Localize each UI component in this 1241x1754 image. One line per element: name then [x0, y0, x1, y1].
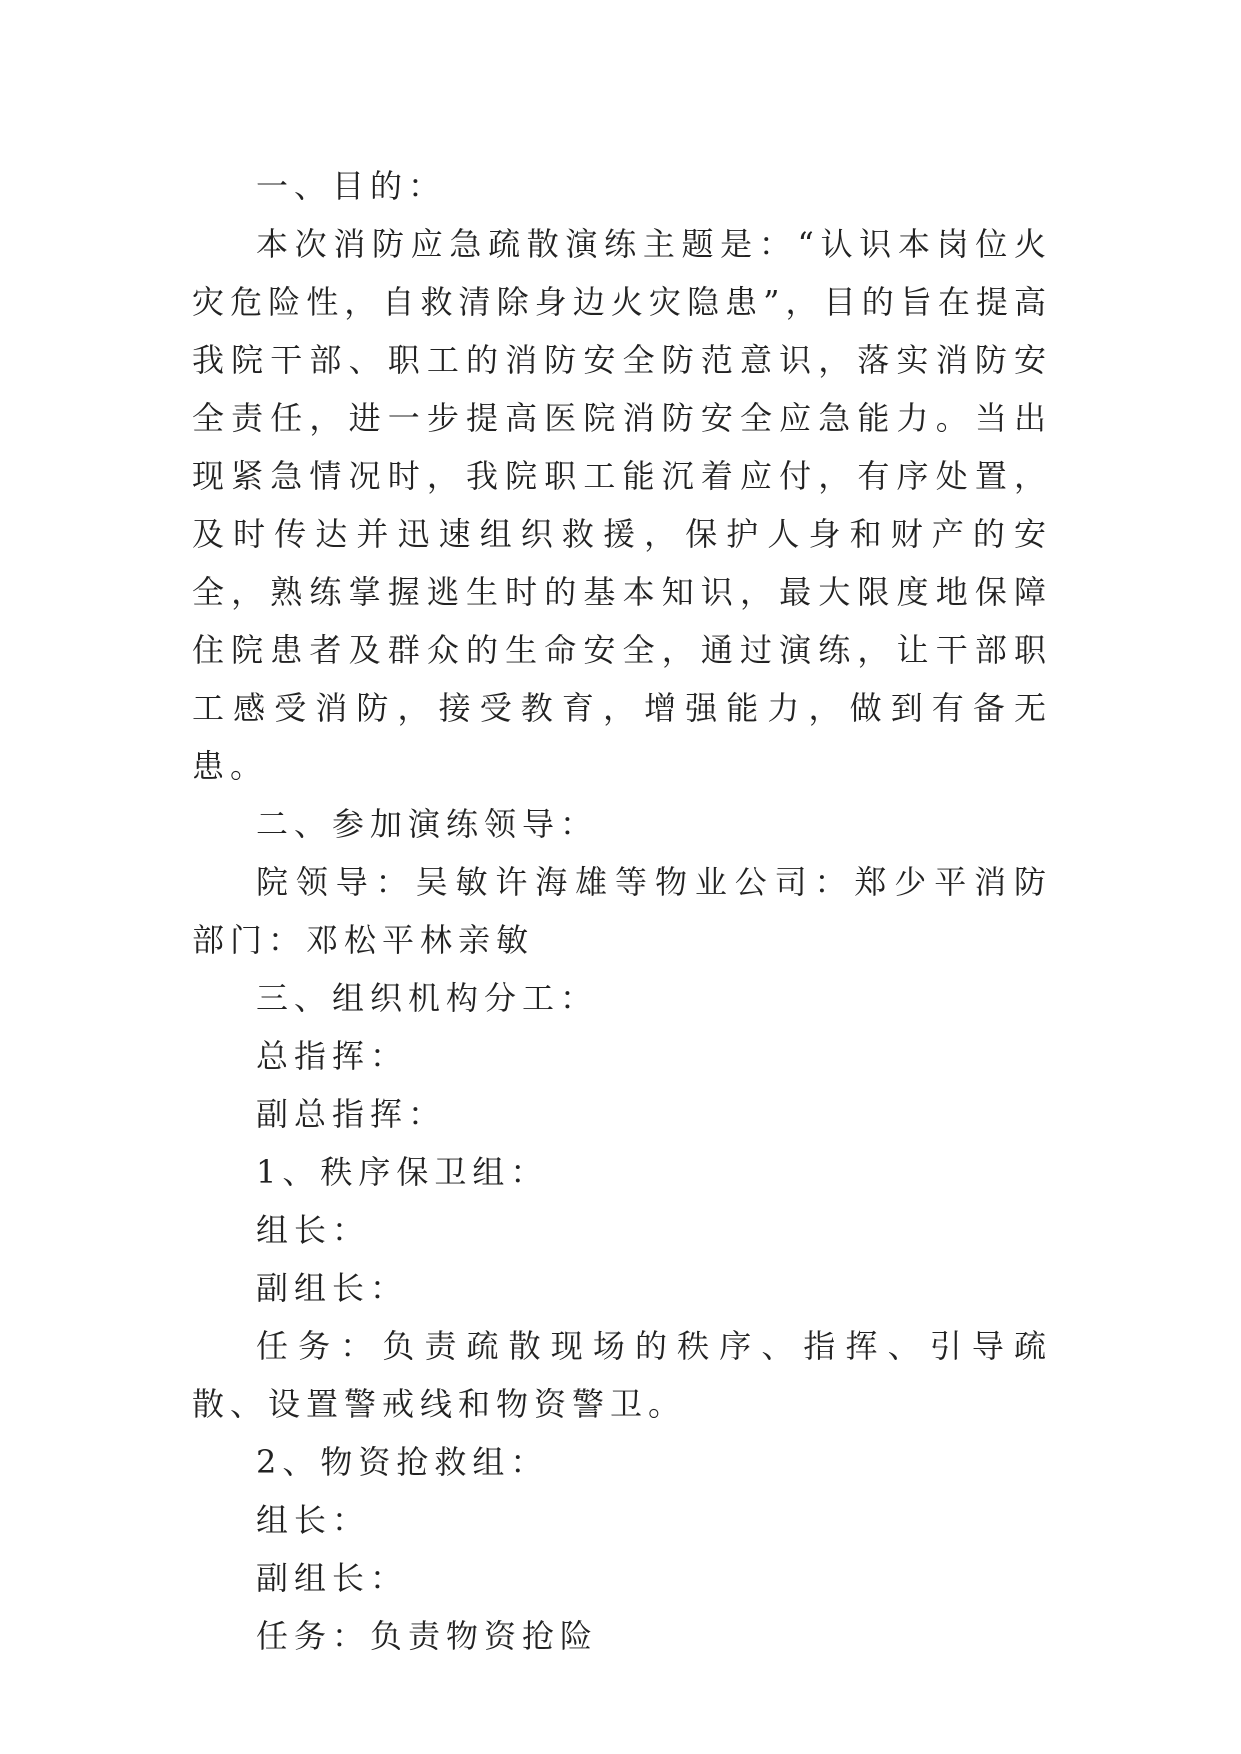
line-materials-deputy-leader: 副组长： — [256, 1559, 409, 1597]
section-heading-leaders: 二、参加演练领导： — [256, 805, 599, 843]
document-body — [192, 157, 1052, 1665]
line-security-deputy-leader: 副组长： — [256, 1269, 409, 1307]
section-heading-purpose: 一、目的： — [256, 167, 447, 205]
line-materials-leader: 组长： — [256, 1501, 371, 1539]
subheading-materials-group: 2、物资抢救组： — [256, 1443, 549, 1481]
line-security-leader: 组长： — [256, 1211, 371, 1249]
paragraph-purpose-text: 本次消防应急疏散演练主题是：“认识本岗位火灾危险性，自救清除身边火灾隐患”，目的旨在提高我院干部、职工的消防安全防范意识，落实消防安全责任，进一步提高医院消防安全应急能力。当出现紧急情况时，我院职工能沉着应付，有序处置，及时传达并迅速组织救援，保护人身和财产的安全，熟练掌握逃生时的基本知识，最大限度地保障住院患者及群众的生命安全，通过演练，让干部职工感受消防，接受教育，增强能力，做到有备无患。 — [192, 225, 1052, 785]
paragraph-leaders-text: 院领导：吴敏许海雄等物业公司：郑少平消防部门：邓松平林亲敏 — [192, 863, 1052, 959]
line-materials-task: 任务：负责物资抢险 — [256, 1617, 599, 1655]
subheading-security-group: 1、秩序保卫组： — [256, 1153, 549, 1191]
line-deputy-commander: 副总指挥： — [256, 1095, 447, 1133]
line-security-task: 任务：负责疏散现场的秩序、指挥、引导疏散、设置警戒线和物资警卫。 — [192, 1327, 1052, 1423]
line-commander: 总指挥： — [256, 1037, 409, 1075]
section-heading-organization: 三、组织机构分工： — [256, 979, 599, 1017]
